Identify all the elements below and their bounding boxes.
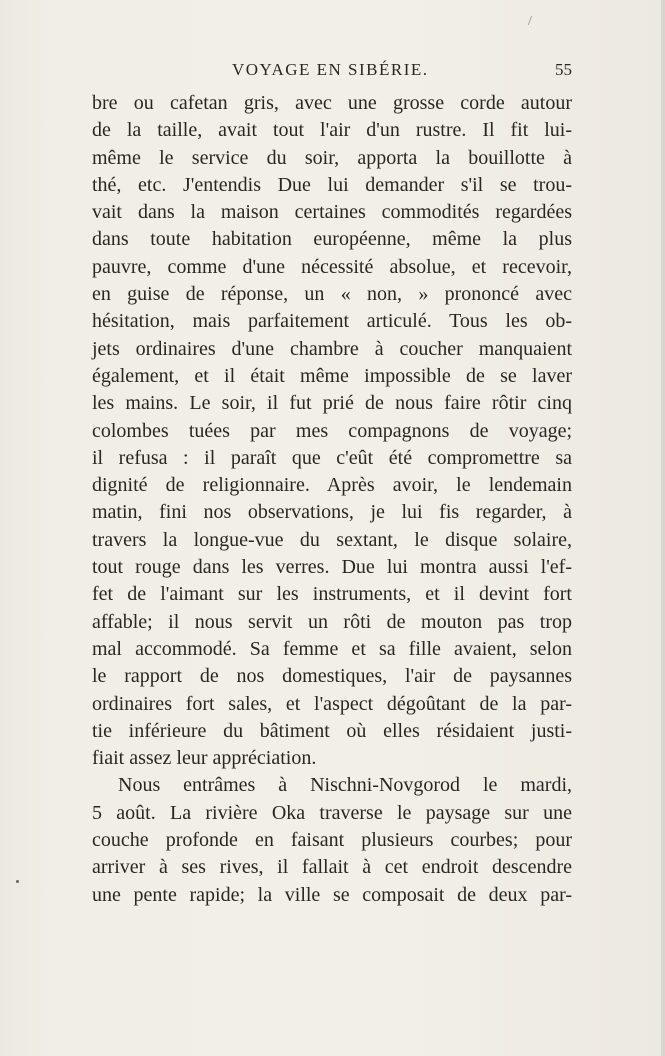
text-line: mal accommodé. Sa femme et sa fille avaient, selon bbox=[92, 637, 572, 660]
corner-mark: / bbox=[528, 14, 532, 29]
text-line: tout rouge dans les verres. Due lui montra aussi l'ef- bbox=[92, 556, 572, 579]
text-line: bre ou cafetan gris, avec une grosse corde autour bbox=[92, 92, 572, 114]
running-title: VOYAGE EN SIBÉRIE. bbox=[232, 60, 429, 79]
text-line: thé, etc. J'entendis Due lui demander s'il se trou- bbox=[92, 173, 572, 196]
text-line: dignité de religionnaire. Après avoir, le lendemain bbox=[92, 474, 572, 497]
text-line: tie inférieure du bâtiment où elles résidaient justi- bbox=[92, 719, 572, 742]
text-line: de la taille, avait tout l'air d'un rustre. Il fit lui- bbox=[92, 119, 572, 142]
text-line: ordinaires fort sales, et l'aspect dégoûtant de la par- bbox=[92, 692, 572, 715]
text-line: arriver à ses rives, il fallait à cet endroit descendre bbox=[92, 856, 572, 879]
text-line: fet de l'aimant sur les instruments, et il devint fort bbox=[92, 583, 572, 606]
text-line: jets ordinaires d'une chambre à coucher manquaient bbox=[92, 337, 572, 360]
text-line: hésitation, mais parfaitement articulé. Tous les ob- bbox=[92, 310, 572, 333]
text-line: colombes tuées par mes compagnons de voyage; bbox=[92, 419, 572, 442]
text-line: les mains. Le soir, il fut prié de nous faire rôtir cinq bbox=[92, 392, 572, 415]
text-line: matin, fini nos observations, je lui fis regarder, à bbox=[92, 501, 572, 524]
paragraph-end-line: fiait assez leur appréciation. bbox=[92, 747, 317, 770]
text-line: une pente rapide; la ville se composait de deux par- bbox=[92, 883, 572, 906]
text-line: travers la longue-vue du sextant, le disque solaire, bbox=[92, 528, 572, 551]
text-line: dans toute habitation européenne, même la plus bbox=[92, 228, 572, 251]
body-text bbox=[92, 90, 572, 909]
page-edge bbox=[661, 0, 665, 1056]
text-line: vait dans la maison certaines commodités regardées bbox=[92, 201, 572, 224]
text-line: affable; il nous servit un rôti de mouton pas trop bbox=[92, 610, 572, 633]
paragraph-start-line: Nous entrâmes à Nischni-Novgorod le mardi, bbox=[118, 774, 572, 797]
text-line: pauvre, comme d'une nécessité absolue, et recevoir, bbox=[92, 255, 572, 278]
text-line: couche profonde en faisant plusieurs courbes; pour bbox=[92, 829, 572, 852]
text-line: il refusa : il paraît que c'eût été compromettre sa bbox=[92, 446, 572, 469]
text-line: 5 août. La rivière Oka traverse le paysage sur une bbox=[92, 801, 572, 824]
text-line: également, et il était même impossible de se laver bbox=[92, 364, 572, 387]
page-header bbox=[92, 60, 572, 90]
text-line: même le service du soir, apporta la bouillotte à bbox=[92, 146, 572, 169]
page-number: 55 bbox=[555, 60, 572, 79]
text-line: en guise de réponse, un « non, » prononcé avec bbox=[92, 283, 572, 306]
margin-speck bbox=[16, 880, 19, 883]
text-line: le rapport de nos domestiques, l'air de paysannes bbox=[92, 665, 572, 688]
